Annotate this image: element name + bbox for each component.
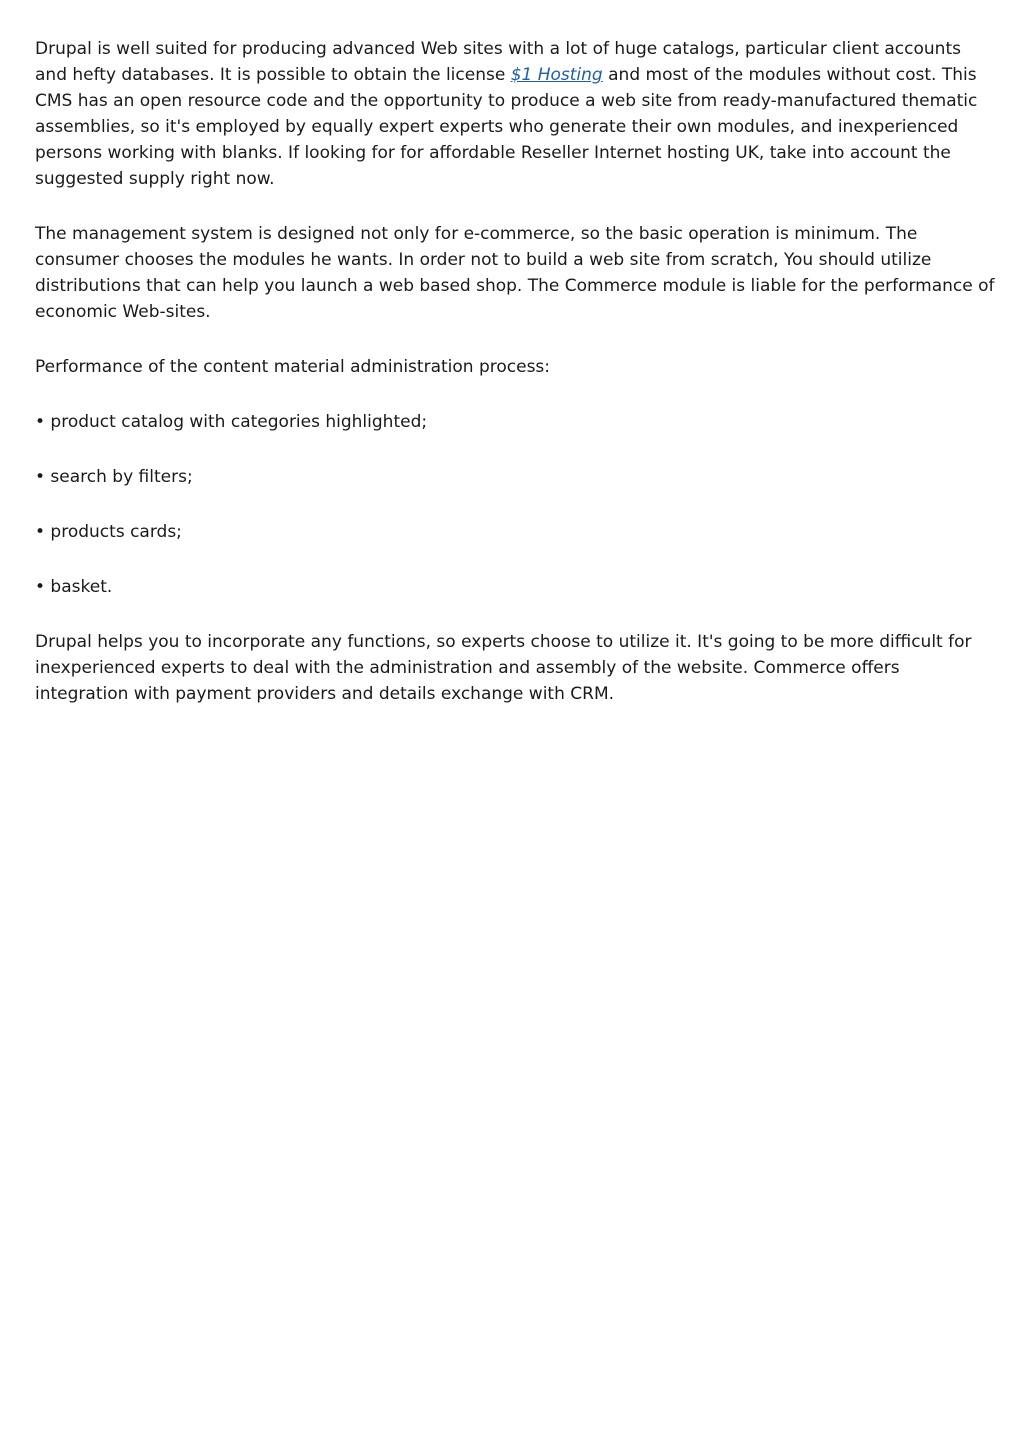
- performance-heading-paragraph: Performance of the content material administration process:: [35, 357, 551, 377]
- bullet-item-search: • search by filters;: [35, 467, 193, 487]
- intro-paragraph: [35, 36, 995, 192]
- closing-paragraph: Drupal helps you to incorporate any functions, so experts choose to utilize it. It's going to be more difficult for inexperienced experts to deal with the administration and assembly of the website. Commerce offers integration with payment providers and details exchange with CRM.: [35, 632, 972, 704]
- bullet-item-product-cards: • products cards;: [35, 522, 182, 542]
- intro-text-after-link: and most of the modules without cost. This CMS has an open resource code and the opportunity to produce a web site from ready-manufactured thematic assemblies, so it's employed by equally expert experts who generate their own modules, and inexperienced persons working with blanks. If looking for for affordable Reseller Internet hosting UK, take into account the suggested supply right now.: [35, 65, 978, 189]
- document-body: [35, 36, 995, 736]
- intro-text-before-link: Drupal is well suited for producing advanced Web sites with a lot of huge catalogs, particular client accounts and hefty databases. It is possible to obtain the license: [35, 39, 961, 85]
- bullet-item-basket: • basket.: [35, 577, 113, 597]
- hosting-link[interactable]: $1 Hosting: [510, 65, 603, 85]
- bullet-item-product-catalog: • product catalog with categories highlighted;: [35, 412, 428, 432]
- management-system-paragraph: The management system is designed not only for e-commerce, so the basic operation is minimum. The consumer chooses the modules he wants. In order not to build a web site from scratch, You should utilize distributions that can help you launch a web based shop. The Commerce module is liable for the performance of economic Web-sites.: [35, 224, 995, 322]
